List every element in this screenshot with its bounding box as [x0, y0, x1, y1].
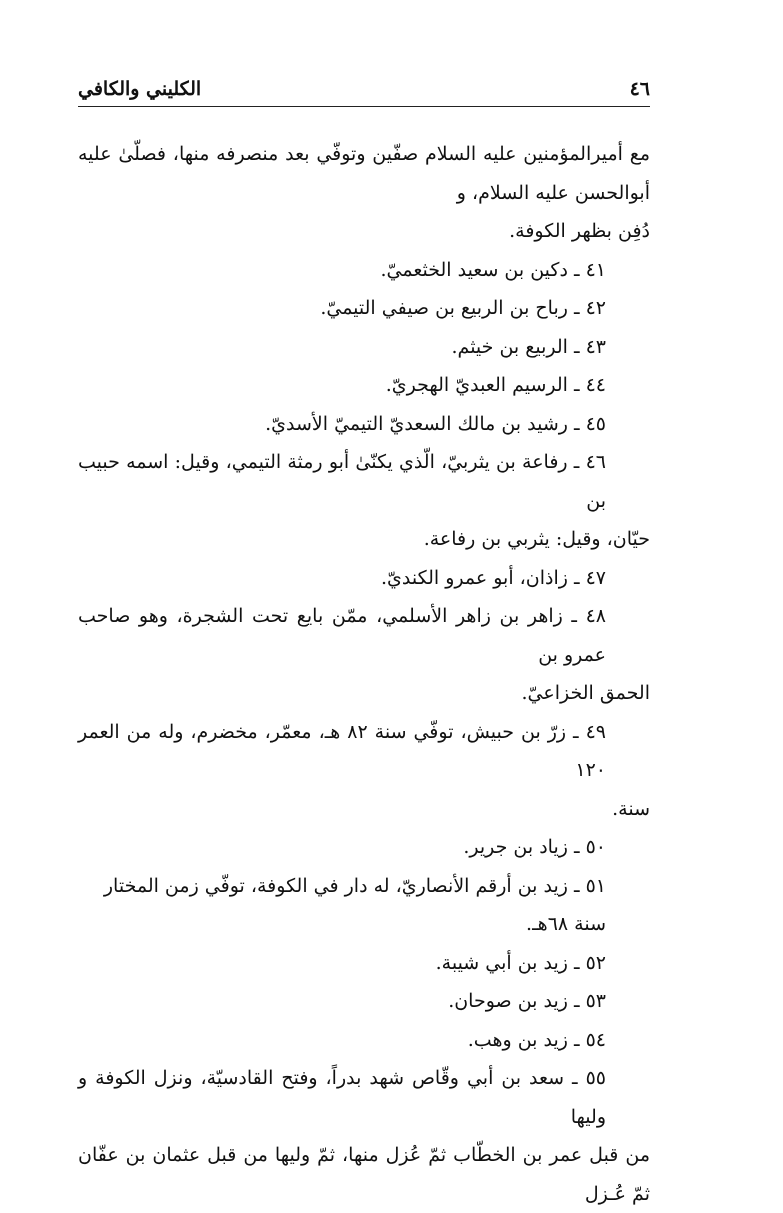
list-item: ٤٨ ـ زاهر بن زاهر الأسلمي، ممّن بايع تحت الشجرة، وهو صاحب عمرو بن	[78, 605, 606, 666]
paragraph-line: دُفِن بظهر الكوفة.	[509, 220, 650, 242]
list-item: ٤٣ ـ الربيع بن خيثم.	[451, 335, 606, 358]
page-number: ٤٦	[629, 78, 650, 100]
list-item: ٤٤ ـ الرسيم العبديّ الهجريّ.	[385, 374, 606, 396]
list-item-continuation: حيّان، وقيل: يثربي بن رفاعة.	[423, 528, 650, 550]
list-item: ٤٥ ـ رشيد بن مالك السعديّ التيميّ الأسديّ.	[265, 412, 606, 435]
list-item: ٤٢ ـ رباح بن الربيع بن صيفي التيميّ.	[320, 297, 606, 319]
list-item: ٥٢ ـ زيد بن أبي شيبة.	[435, 951, 606, 974]
list-item: ٥٤ ـ زيد بن وهب.	[467, 1028, 606, 1051]
paragraph-line: مع أميرالمؤمنين عليه السلام صفّين وتوفّي بعد منصرفه منها، فصلّىٰ عليه أبوالحسن عليه السلام، و	[78, 143, 650, 204]
list-item: ٤٩ ـ زرّ بن حبيش، توفّي سنة ٨٢ هـ، معمّر، مخضرم، وله من العمر ١٢٠	[78, 720, 606, 781]
list-item: ٤١ ـ دكين بن سعيد الخثعميّ.	[380, 258, 606, 281]
list-item-continuation: سنة.	[612, 797, 650, 820]
list-item-continuation: الحمق الخزاعيّ.	[521, 682, 650, 704]
list-item: ٤٧ ـ زاذان، أبو عمرو الكنديّ.	[380, 566, 606, 589]
list-item-continuation: من قبل عمر بن الخطّاب ثمّ عُزل منها، ثمّ وليها من قبل عثمان بن عفّان ثمّ عُـزل	[78, 1144, 650, 1205]
list-item: ٤٦ ـ رفاعة بن يثربيّ، الّذي يكنّىٰ أبو رمثة التيمي، وقيل: اسمه حبيب بن	[78, 451, 606, 512]
book-page	[78, 60, 650, 1213]
header-divider	[78, 106, 650, 107]
page-header	[78, 60, 650, 100]
running-title: الكليني والكافي	[78, 78, 202, 100]
list-item: ٥٣ ـ زيد بن صوحان.	[448, 990, 606, 1012]
list-item: ٥١ ـ زيد بن أرقم الأنصاريّ، له دار في الكوفة، توفّي زمن المختار سنة ٦٨هـ.	[103, 874, 606, 935]
list-item: ٥٥ ـ سعد بن أبي وقّاص شهد بدراً، وفتح القادسيّة، ونزل الكوفة و وليها	[78, 1067, 606, 1128]
page-body	[78, 135, 650, 1213]
list-item: ٥٠ ـ زياد بن جرير.	[463, 836, 606, 858]
